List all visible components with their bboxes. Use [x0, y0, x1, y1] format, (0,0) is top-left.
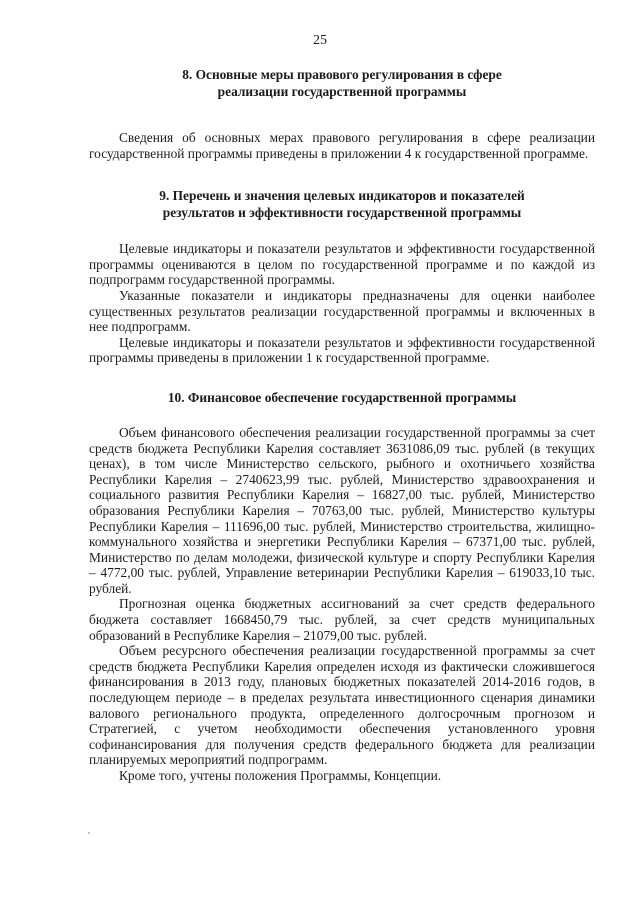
- section-10-body: [89, 425, 595, 784]
- section-10-paragraph: Объем ресурсного обеспечения реализации государственной программы за счет средств бюджета Республики Карелия определен исходя из фактически сложившегося финансирования в 2013 году, плановых бюджетных показателей 2014-2016 годов, в последующем периоде – в пределах результата инвестиционного сценария динамики валового регионального продукта, определенного долгосрочным прогнозом и Стратегией, с учетом необходимости обеспечения установленного уровня софинансирования для получения средств федерального бюджета для реализации планируемых мероприятий подпрограмм.: [89, 643, 595, 768]
- section-8-paragraph: Сведения об основных мерах правового регулирования в сфере реализации государственной программы приведены в приложении 4 к государственной программе.: [89, 130, 595, 161]
- section-8-title-line-2: реализации государственной программы: [217, 84, 467, 99]
- section-9-body: [89, 241, 595, 366]
- section-9-paragraph: Целевые индикаторы и показатели результатов и эффективности государственной программы оцениваются в целом по государственной программе и по каждой из подпрограмм государственной программы.: [89, 241, 595, 288]
- section-8-title: [89, 66, 595, 100]
- page-content: [89, 66, 595, 784]
- section-8-title-line-1: 8. Основные меры правового регулирования в сфере: [182, 67, 502, 82]
- section-9-title: [89, 187, 595, 221]
- section-9-title-line-2: результатов и эффективности государственной программы: [162, 205, 522, 221]
- section-8: [89, 66, 595, 161]
- section-10-title-line-1: 10. Финансовое обеспечение государственной программы: [167, 389, 517, 405]
- section-10-paragraph: Объем финансового обеспечения реализации государственной программы за счет средств бюджета Республики Карелия составляет 3631086,09 тыс. рублей (в текущих ценах), в том числе Министерство сельского, рыбного и охотничьего хозяйства Республики Карелия – 2740623,99 тыс. рублей, Министерство здравоохранения и социального развития Республики Карелия – 16827,00 тыс. рублей, Министерство образования Республики Карелия – 70763,00 тыс. рублей, Министерство культуры Республики Карелия – 111696,00 тыс. рублей, Министерство строительства, жилищно-коммунального хозяйства и энергетики Республики Карелия – 67371,00 тыс. рублей, Министерство по делам молодежи, физической культуре и спорту Республики Карелия – 4772,00 тыс. рублей, Управление ветеринарии Республики Карелия – 619033,10 тыс. рублей.: [89, 424, 595, 596]
- section-10-paragraph: Кроме того, учтены положения Программы, Концепции.: [119, 768, 442, 783]
- section-10-title: [89, 389, 595, 406]
- section-9-title-line-1: 9. Перечень и значения целевых индикаторов и показателей: [159, 188, 525, 204]
- page-number: 25: [313, 33, 327, 48]
- section-9: [89, 187, 595, 366]
- scan-speck: [88, 832, 90, 834]
- section-9-paragraph: Целевые индикаторы и показатели результатов и эффективности государственной программы приведены в приложении 1 к государственной программе.: [89, 334, 595, 366]
- section-9-paragraph: Указанные показатели и индикаторы предназначены для оценки наиболее существенных результатов реализации государственной программы и включенных в нее подпрограмм.: [89, 287, 595, 335]
- section-10-paragraph: Прогнозная оценка бюджетных ассигнований за счет средств федерального бюджета составляет 1668450,79 тыс. рублей, за счет средств муниципальных образований в Республике Карелия – 21079,00 тыс. рублей.: [89, 596, 595, 643]
- section-10: [89, 389, 595, 784]
- section-8-body: [89, 130, 595, 161]
